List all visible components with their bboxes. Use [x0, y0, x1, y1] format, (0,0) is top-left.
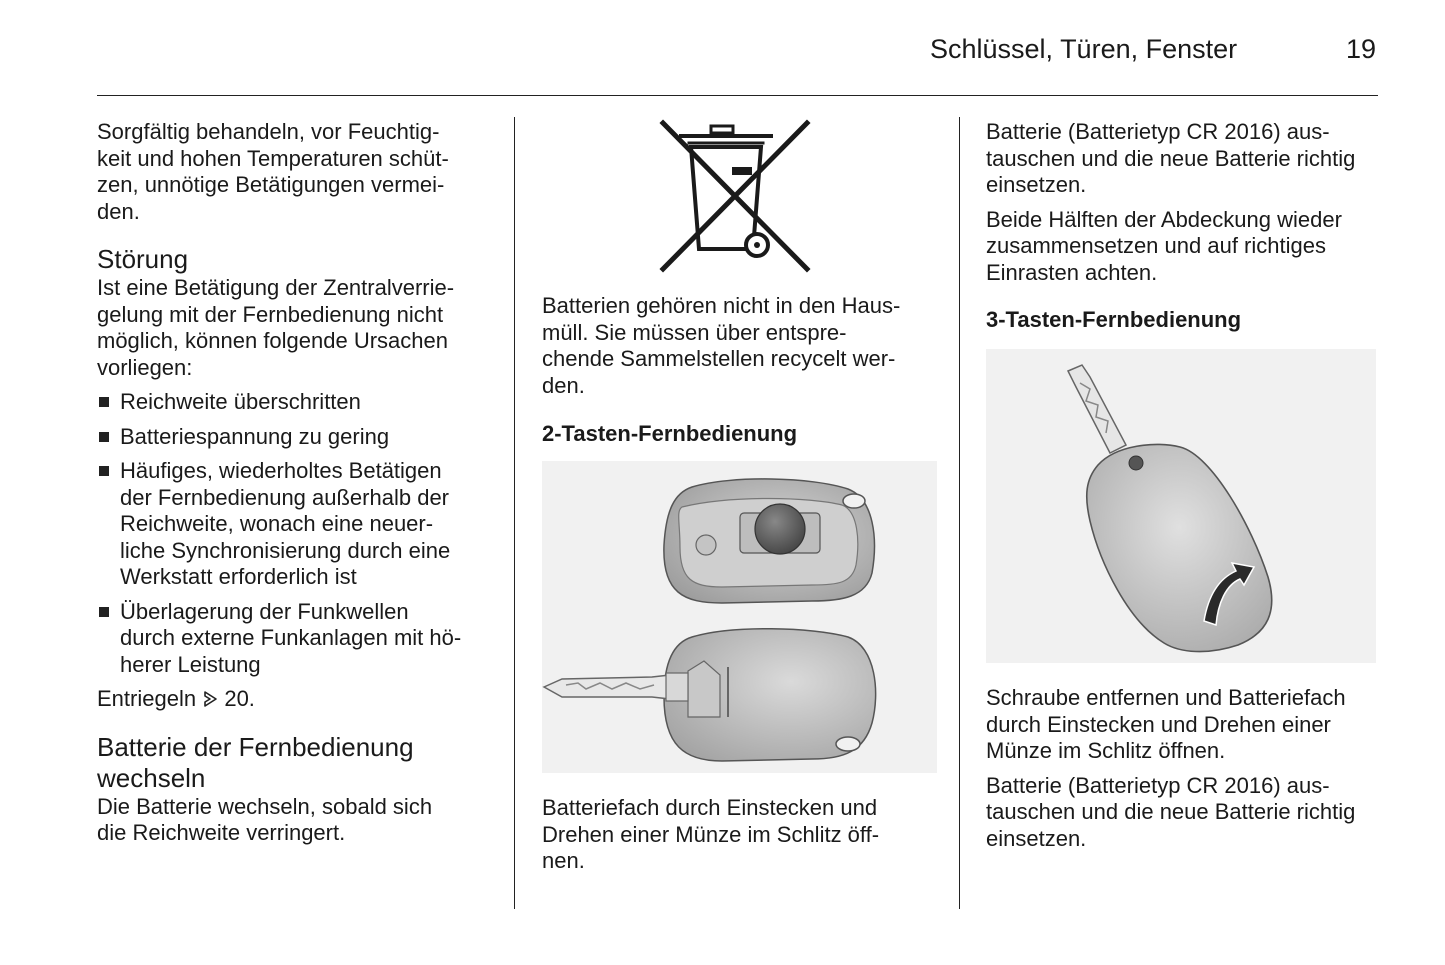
two-button-paragraph: Batteriefach durch Einstecken und Drehen einer Münze im Schlitz öff- nen.: [542, 795, 880, 873]
page-number: 19: [1346, 34, 1377, 64]
battery-replace-paragraph: Batterie (Batterietyp CR 2016) aus- tauschen und die neue Batterie richtig einsetzen.: [986, 119, 1356, 197]
column-divider-2: [959, 117, 960, 909]
section-heading-batterie: Batterie der Fernbedienung wechseln: [97, 731, 414, 793]
bullet-item: Häufiges, wiederholtes Betätigen der Fernbedienung außerhalb der Reichweite, wonach eine neuer- liche Synchronisierung durch eine Werkstatt erforderlich ist: [97, 458, 502, 591]
bullet-item: Batteriespannung zu gering: [97, 424, 502, 451]
cross-reference[interactable]: [97, 686, 502, 713]
bullet-item: Überlagerung der Funkwellen durch externe Funkanlagen mit hö- herer Leistung: [97, 599, 502, 679]
column-1: [97, 119, 502, 847]
crossed-out-wheelie-bin-icon: [542, 117, 937, 275]
cover-assemble-paragraph: Beide Hälften der Abdeckung wieder zusammensetzen und auf richtiges Einrasten achten.: [986, 206, 1342, 285]
intro-paragraph: Sorgfältig behandeln, vor Feuchtig- keit und hohen Temperaturen schüt- zen, unnötige Betätigungen vermei- den.: [97, 119, 449, 224]
column-3: [986, 119, 1381, 852]
remote-2-button-figure: [542, 461, 937, 773]
column-2: [542, 117, 937, 875]
subheading-2-tasten: 2-Tasten-Fernbedienung: [542, 421, 798, 446]
bullet-item: Reichweite überschritten: [97, 389, 502, 416]
subheading-3-tasten: 3-Tasten-Fernbedienung: [986, 307, 1242, 332]
xref-label: Entriegeln: [97, 686, 197, 711]
battery-replace-paragraph-2: Batterie (Batterietyp CR 2016) aus- tauschen und die neue Batterie richtig einsetzen.: [986, 772, 1356, 851]
screw-remove-paragraph: Schraube entfernen und Batteriefach durch Einstecken und Drehen einer Münze im Schlitz öffnen.: [986, 685, 1346, 763]
disposal-paragraph: Batterien gehören nicht in den Haus- müll. Sie müssen über entspre- chende Sammelstellen recycelt wer- den.: [542, 293, 901, 398]
column-divider-1: [514, 117, 515, 909]
arrow-right-icon: [202, 690, 218, 708]
stoerung-paragraph: Ist eine Betätigung der Zentralverrie- gelung mit der Fernbedienung nicht möglich, können folgende Ursachen vorliegen:: [97, 275, 455, 380]
section-heading-stoerung: Störung: [97, 244, 189, 274]
page-title: Schlüssel, Türen, Fenster: [930, 34, 1238, 64]
remote-3-button-figure: [986, 349, 1376, 663]
xref-page: 20.: [224, 686, 255, 711]
header-rule: [97, 95, 1378, 96]
batterie-paragraph: Die Batterie wechseln, sobald sich die Reichweite verringert.: [97, 793, 433, 845]
